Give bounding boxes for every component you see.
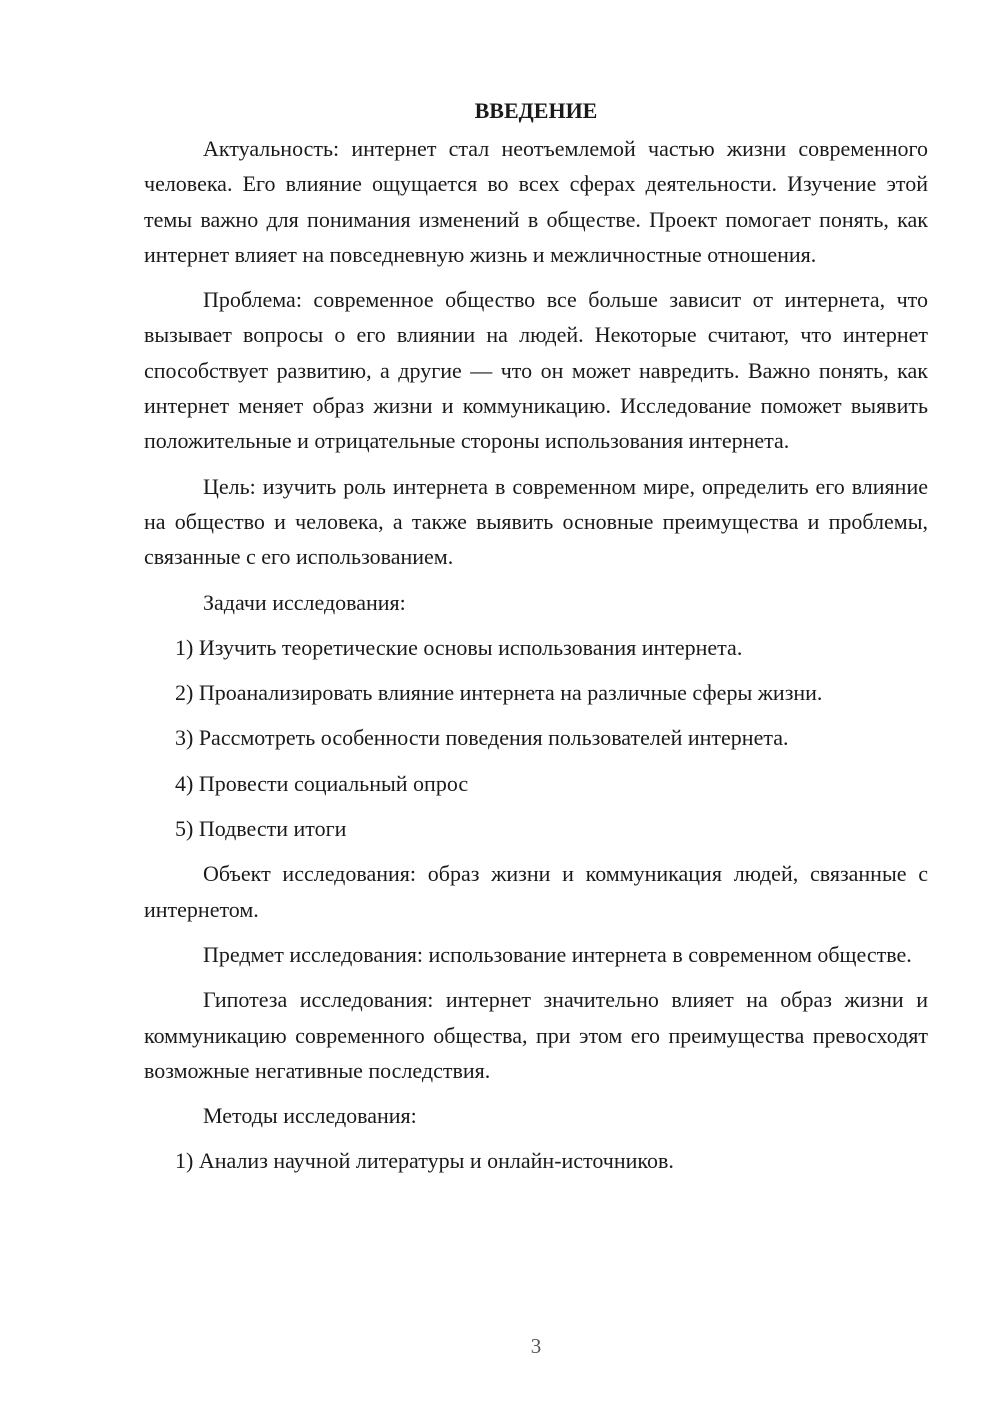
method-item: 1) Анализ научной литературы и онлайн-источников. [175,1148,674,1174]
document-page [144,96,928,1189]
subject-paragraph: Предмет исследования: использование интернета в современном обществе. [203,941,912,967]
task-item: 5) Подвести итоги [175,816,347,842]
methods-label: Методы исследования: [203,1103,417,1129]
tasks-label: Задачи исследования: [203,589,406,615]
hypothesis-paragraph: Гипотеза исследования: интернет значительно влияет на образ жизни и коммуникацию современного общества, при этом его преимущества превосходят возможные негативные последствия. [144,987,928,1083]
object-paragraph: Объект исследования: образ жизни и коммуникация людей, связанные с интернетом. [144,861,928,922]
task-item: 1) Изучить теоретические основы использования интернета. [175,634,743,660]
task-item: 2) Проанализировать влияние интернета на различные сферы жизни. [175,680,823,706]
task-item: 4) Провести социальный опрос [175,770,469,796]
problem-paragraph: Проблема: современное общество все больше зависит от интернета, что вызывает вопросы о его влиянии на людей. Некоторые считают, что интернет способствует развитию, а другие — что он может навредить. Важно понять, как интернет меняет образ жизни и коммуникацию. Исследование поможет выявить положительные и отрицательные стороны использования интернета. [144,287,928,454]
relevance-paragraph: Актуальность: интернет стал неотъемлемой частью жизни современного человека. Его влияние ощущается во всех сферах деятельности. Изучение этой темы важно для понимания изменений в обществе. Проект помогает понять, как интернет влияет на повседневную жизнь и межличностные отношения. [144,136,928,267]
task-item: 3) Рассмотреть особенности поведения пользователей интернета. [175,725,789,751]
section-heading: ВВЕДЕНИЕ [474,98,598,123]
goal-paragraph: Цель: изучить роль интернета в современном мире, определить его влияние на общество и человека, а также выявить основные преимущества и проблемы, связанные с его использованием. [144,473,928,570]
page-number: 3 [530,1334,542,1358]
